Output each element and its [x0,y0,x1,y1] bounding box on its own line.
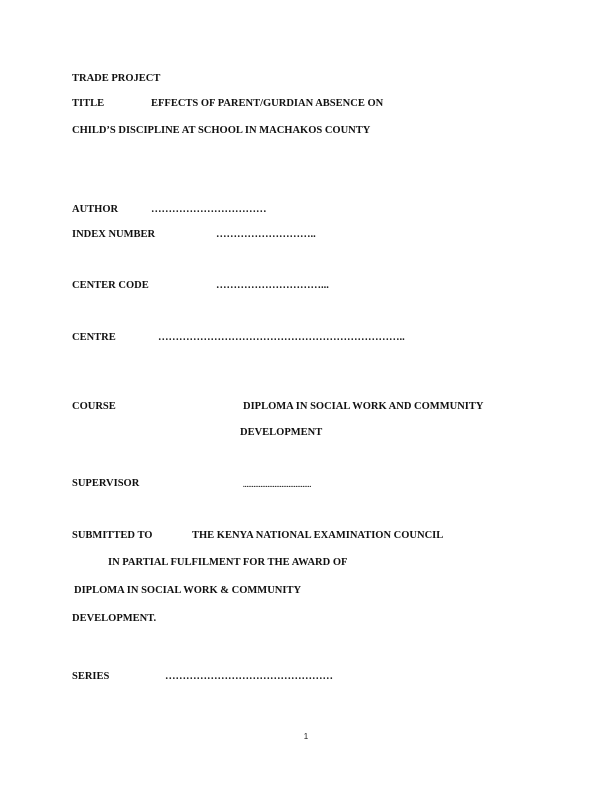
submitted-to-label: SUBMITTED TO [72,530,153,541]
series-label: SERIES [72,671,110,682]
author-value: …………………………… [151,204,267,215]
title-line-1: EFFECTS OF PARENT/GURDIAN ABSENCE ON [151,98,384,109]
submitted-to-value: THE KENYA NATIONAL EXAMINATION COUNCIL [192,530,444,541]
course-line-2: DEVELOPMENT [240,427,323,438]
index-number-value: ……………………….. [216,229,316,240]
diploma-line: DIPLOMA IN SOCIAL WORK & COMMUNITY [74,585,302,596]
index-number-label: INDEX NUMBER [72,229,156,240]
author-label: AUTHOR [72,204,119,215]
supervisor-value: ....................................... [243,481,312,489]
trade-project-heading: TRADE PROJECT [72,73,161,84]
centre-value: …………………………………………………………….. [158,332,405,343]
center-code-label: CENTER CODE [72,280,149,291]
center-code-value: …………………………... [216,280,329,291]
course-line-1: DIPLOMA IN SOCIAL WORK AND COMMUNITY [243,401,484,412]
title-label: TITLE [72,98,105,109]
page-number: 1 [303,732,309,741]
development-line: DEVELOPMENT. [72,613,157,624]
course-label: COURSE [72,401,116,412]
title-line-2: CHILD’S DISCIPLINE AT SCHOOL IN MACHAKOS COUNTY [72,125,371,136]
centre-label: CENTRE [72,332,116,343]
partial-fulfilment-line: IN PARTIAL FULFILMENT FOR THE AWARD OF [108,557,348,568]
series-value: ………………………………………… [165,671,333,682]
supervisor-label: SUPERVISOR [72,478,140,489]
